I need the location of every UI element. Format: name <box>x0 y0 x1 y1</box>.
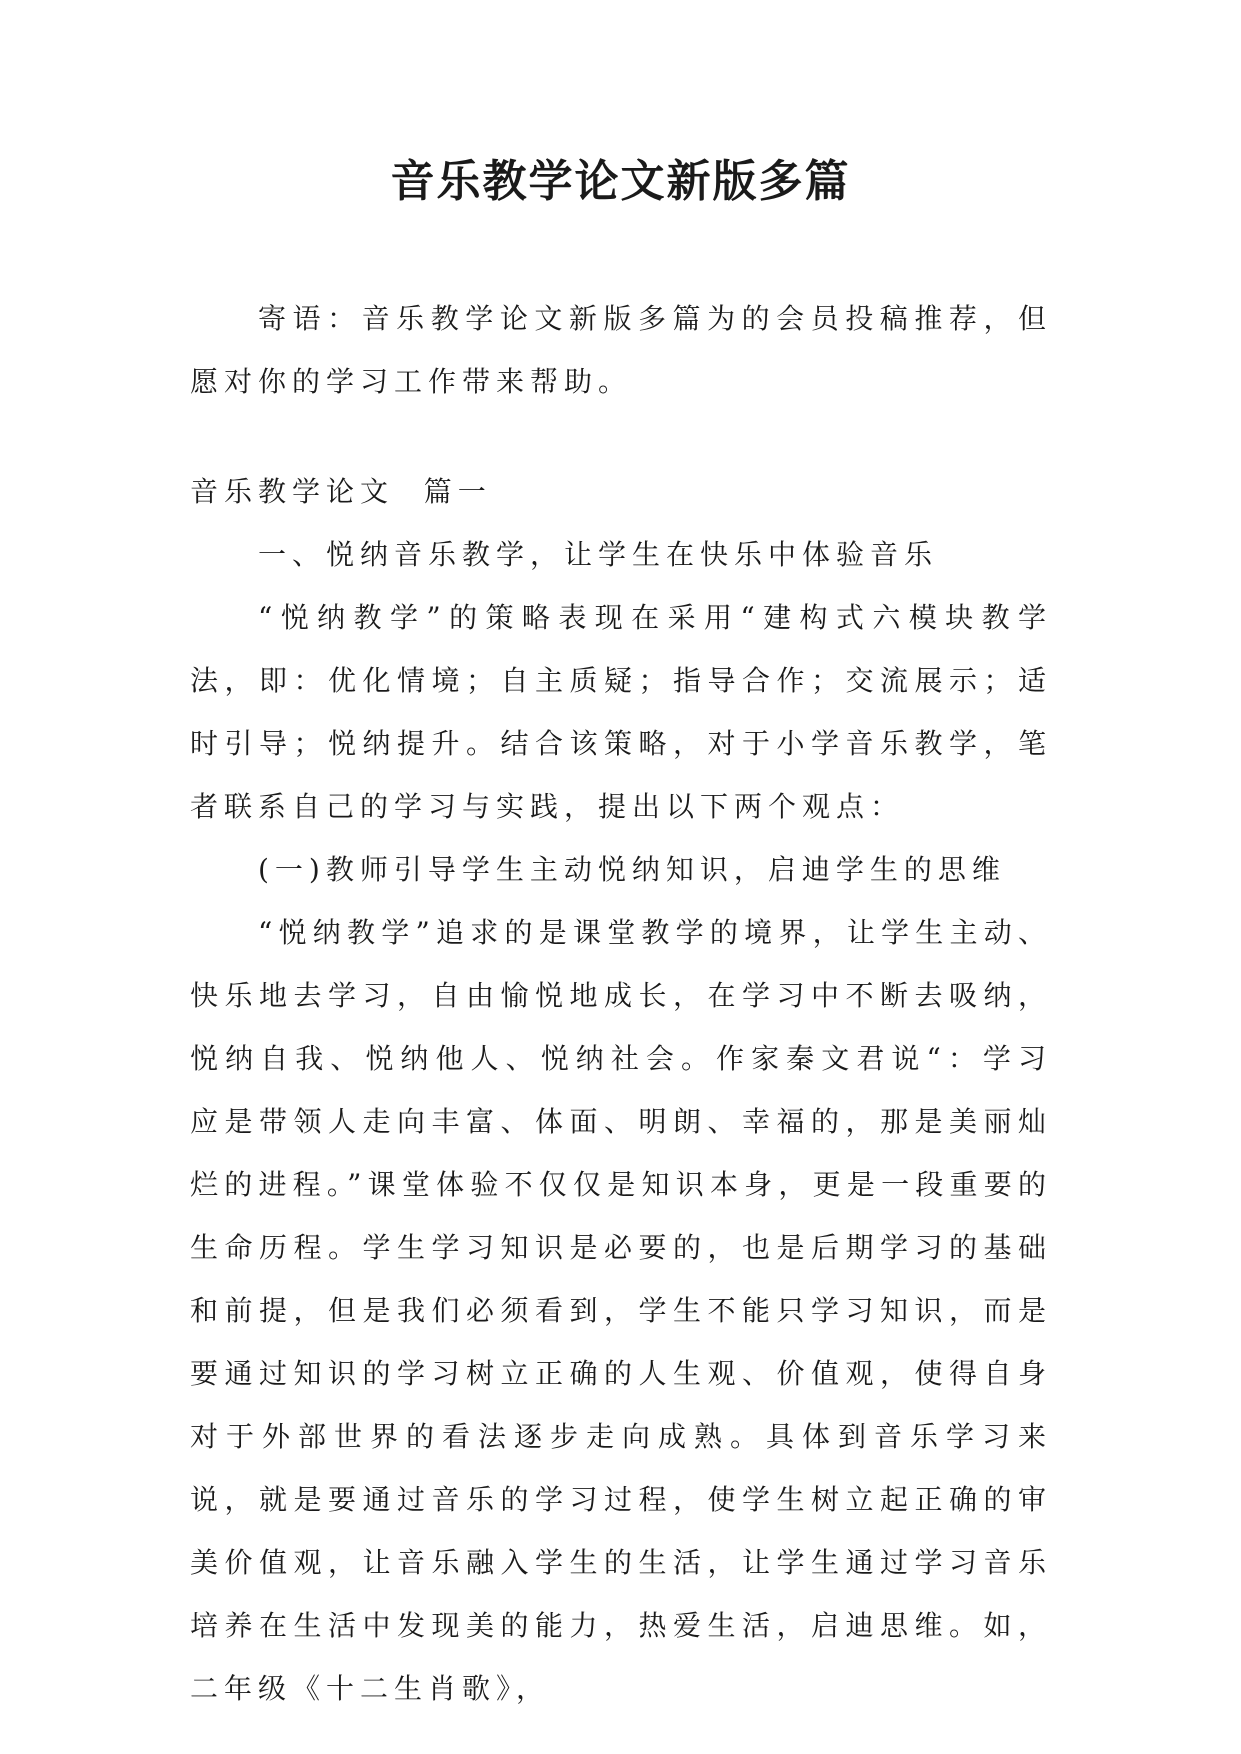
subheading-2: (一)教师引导学生主动悦纳知识，启迪学生的思维 <box>258 853 1006 886</box>
document-title: 音乐教学论文新版多篇 <box>390 156 851 207</box>
preface-paragraph: 寄语：音乐教学论文新版多篇为的会员投稿推荐，但愿对你的学习工作带来帮助。 <box>190 302 1052 398</box>
section-block <box>190 460 1052 1720</box>
section-heading: 音乐教学论文 篇一 <box>190 475 492 508</box>
paragraph-main: “悦纳教学”追求的是课堂教学的境界，让学生主动、快乐地去学习，自由愉悦地成长，在学习中不断去吸纳，悦纳自我、悦纳他人、悦纳社会。作家秦文君说“：学习应是带领人走向丰富、体面、明朗、幸福的，那是美丽灿烂的进程。”课堂体验不仅仅是知识本身，更是一段重要的生命历程。学生学习知识是必要的，也是后期学习的基础和前提，但是我们必须看到，学生不能只学习知识，而是要通过知识的学习树立正确的人生观、价值观，使得自身对于外部世界的看法逐步走向成熟。具体到音乐学习来说，就是要通过音乐的学习过程，使学生树立起正确的审美价值观，让音乐融入学生的生活，让学生通过学习音乐培养在生活中发现美的能力，热爱生活，启迪思维。如，二年级《十二生肖歌》， <box>190 916 1052 1705</box>
subheading-1: 一、悦纳音乐教学，让学生在快乐中体验音乐 <box>258 538 939 571</box>
preface-block <box>190 287 1052 413</box>
paragraph-strategy: “悦纳教学”的策略表现在采用“建构式六模块教学法，即：优化情境；自主质疑；指导合作；交流展示；适时引导；悦纳提升。结合该策略，对于小学音乐教学，笔者联系自己的学习与实践，提出以下两个观点： <box>190 601 1052 823</box>
